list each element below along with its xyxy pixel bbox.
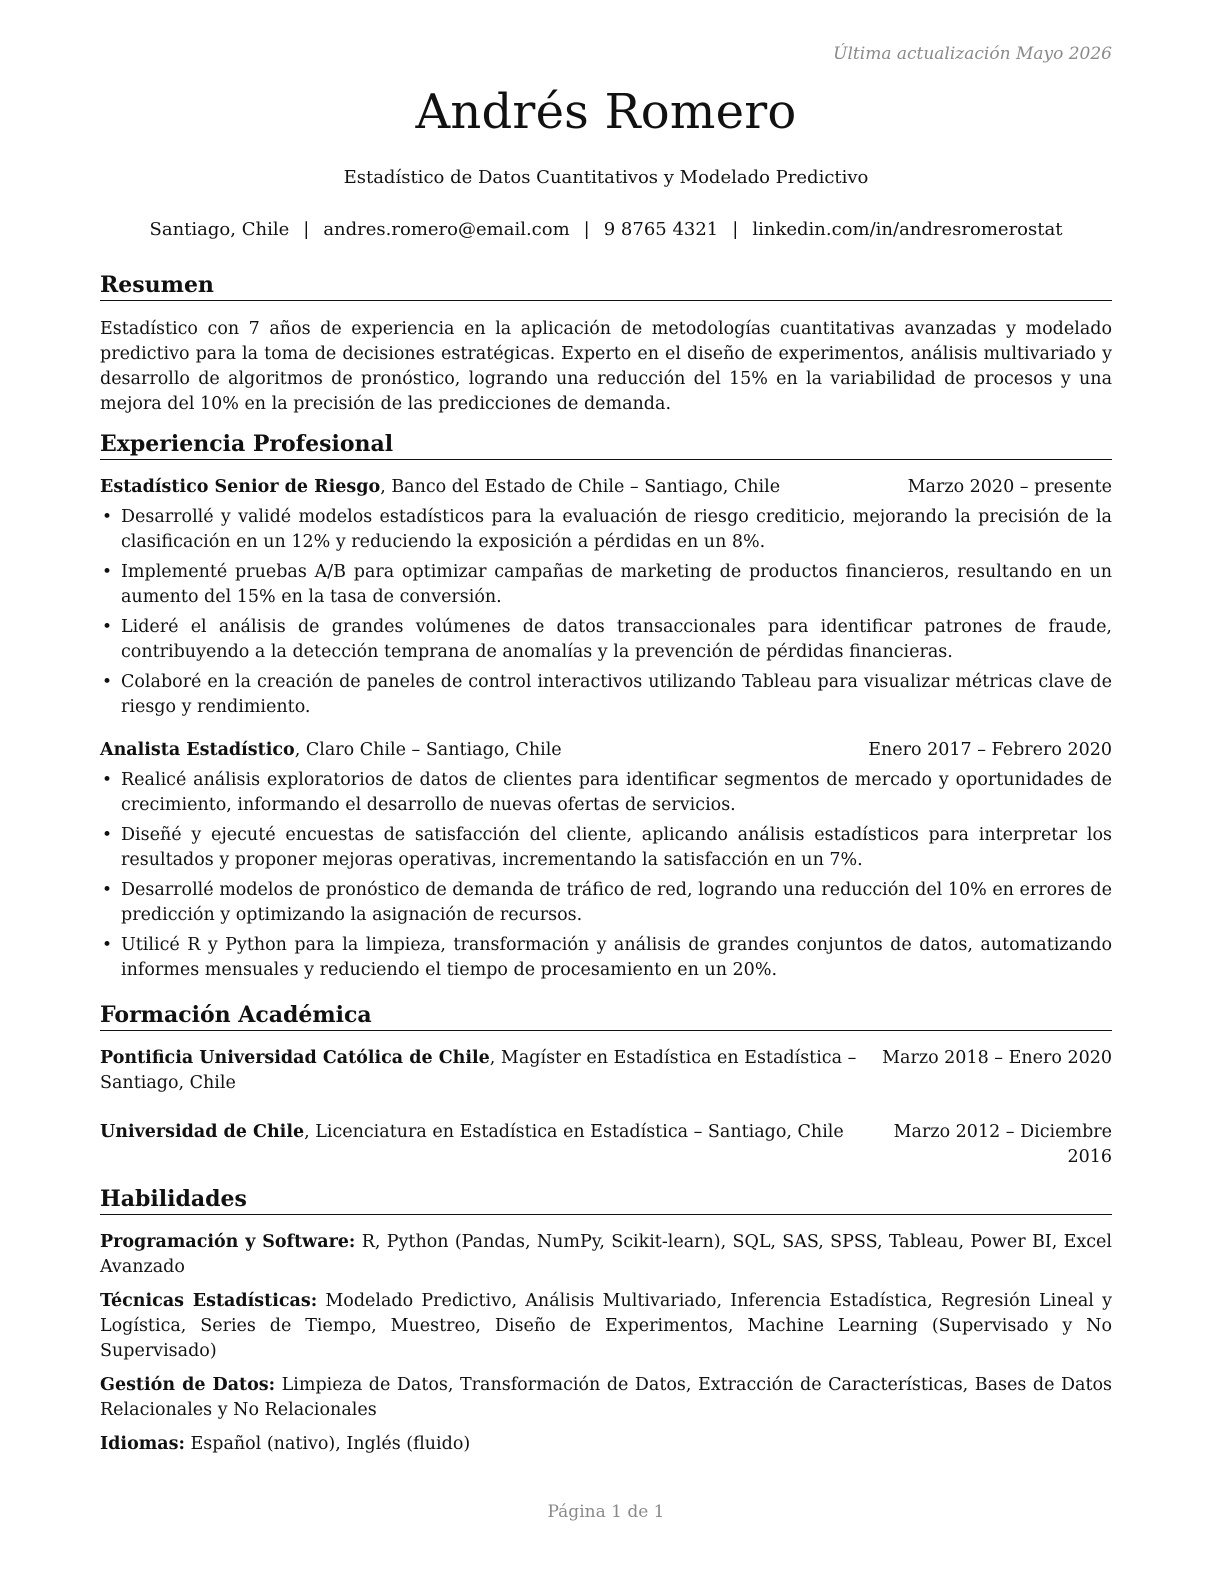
job-org: , Banco del Estado de Chile – Santiago, Chile bbox=[380, 477, 781, 497]
job-title-line bbox=[100, 738, 562, 763]
job-bullets bbox=[100, 505, 1112, 720]
education-entry bbox=[100, 1046, 1112, 1096]
contact-phone: 9 8765 4321 bbox=[603, 219, 719, 240]
job-bullet: • Colaboré en la creación de paneles de control interactivos utilizando Tableau para visualizar métricas clave de riesgo y rendimiento. bbox=[100, 670, 1112, 720]
skill-text: Modelado Predictivo, Análisis Multivariado, Inferencia Estadística, Regresión Lineal y Logística, Series de Tiempo, Muestreo, Diseño de Experimentos, Machine Learning (Supervisado y No Supervisado) bbox=[100, 1291, 1112, 1361]
job-dates: Marzo 2020 – presente bbox=[907, 477, 1112, 497]
education-dates: Marzo 2012 – Diciembre 2016 bbox=[893, 1122, 1112, 1167]
summary-section bbox=[100, 271, 1112, 417]
skill-item bbox=[100, 1289, 1112, 1364]
section-title-education: Formación Académica bbox=[100, 1001, 1112, 1031]
job-role: Analista Estadístico bbox=[100, 740, 295, 760]
job-bullet: • Utilicé R y Python para la limpieza, transformación y análisis de grandes conjuntos de datos, automatizando informes mensuales y reduciendo el tiempo de procesamiento en un 20%. bbox=[100, 933, 1112, 983]
job-header bbox=[100, 475, 1112, 500]
job-bullet: • Lideré el análisis de grandes volúmenes de datos transaccionales para identificar patrones de fraude, contribuyendo a la detección temprana de anomalías y la prevención de pérdidas financieras. bbox=[100, 615, 1112, 665]
skill-text: R, Python (Pandas, NumPy, Scikit-learn), SQL, SAS, SPSS, Tableau, Power BI, Excel Avanzado bbox=[100, 1232, 1112, 1277]
skill-label: Técnicas Estadísticas: bbox=[100, 1291, 318, 1311]
section-title-experience: Experiencia Profesional bbox=[100, 430, 1112, 460]
contact-linkedin[interactable]: linkedin.com/in/andresromerostat bbox=[752, 219, 1063, 240]
job-org: , Claro Chile – Santiago, Chile bbox=[294, 740, 562, 760]
job-bullet: • Desarrollé modelos de pronóstico de demanda de tráfico de red, logrando una reducción del 10% en errores de predicción y optimizando la asignación de recursos. bbox=[100, 878, 1112, 928]
section-title-summary: Resumen bbox=[100, 271, 1112, 301]
job-title-line bbox=[100, 475, 780, 500]
education-dates: Marzo 2018 – Enero 2020 bbox=[882, 1048, 1112, 1068]
job-header bbox=[100, 738, 1112, 763]
job-bullet: • Realicé análisis exploratorios de datos de clientes para identificar segmentos de mercado y oportunidades de crecimiento, informando el desarrollo de nuevas ofertas de servicios. bbox=[100, 768, 1112, 818]
skill-label: Gestión de Datos: bbox=[100, 1375, 276, 1395]
skill-item bbox=[100, 1373, 1112, 1423]
summary-text: Estadístico con 7 años de experiencia en la aplicación de metodologías cuantitativas avanzadas y modelado predictivo para la toma de decisiones estratégicas. Experto en el diseño de experimentos, análisis multivariado y desarrollo de algoritmos de pronóstico, logrando una reducción del 15% en la variabilidad de procesos y una mejora del 10% en la precisión de las predicciones de demanda. bbox=[100, 319, 1112, 414]
section-title-skills: Habilidades bbox=[100, 1185, 1112, 1215]
education-degree: , Magíster en Estadística en Estadística – Santiago, Chile bbox=[100, 1048, 857, 1093]
education-section bbox=[100, 1001, 1112, 1170]
resume-page bbox=[100, 0, 1112, 1584]
candidate-subtitle: Estadístico de Datos Cuantitativos y Modelado Predictivo bbox=[343, 167, 869, 188]
job-bullet: • Desarrollé y validé modelos estadísticos para la evaluación de riesgo crediticio, mejorando la precisión de la clasificación en un 12% y reduciendo la exposición a pérdidas en un 8%. bbox=[100, 505, 1112, 555]
candidate-name: Andrés Romero bbox=[415, 84, 797, 140]
education-details bbox=[100, 1120, 880, 1170]
contact-separator: | bbox=[303, 219, 310, 240]
contact-line bbox=[100, 219, 1112, 240]
contact-separator: | bbox=[732, 219, 739, 240]
education-school: Universidad de Chile bbox=[100, 1122, 305, 1142]
job-bullets bbox=[100, 768, 1112, 983]
experience-section bbox=[100, 430, 1112, 988]
skill-item bbox=[100, 1230, 1112, 1280]
page-number: Página 1 de 1 bbox=[547, 1502, 665, 1522]
skill-text: Español (nativo), Inglés (fluido) bbox=[184, 1434, 471, 1454]
last-updated: Última actualización Mayo 2026 bbox=[833, 44, 1112, 64]
job-bullet: • Implementé pruebas A/B para optimizar campañas de marketing de productos financieros, resultando en un aumento del 15% en la tasa de conversión. bbox=[100, 560, 1112, 610]
contact-separator: | bbox=[583, 219, 590, 240]
contact-email[interactable]: andres.romero@email.com bbox=[323, 219, 570, 240]
skill-text: Limpieza de Datos, Transformación de Datos, Extracción de Características, Bases de Datos Relacionales y No Relacionales bbox=[100, 1375, 1112, 1420]
contact-location: Santiago, Chile bbox=[149, 219, 290, 240]
job-bullet: • Diseñé y ejecuté encuestas de satisfacción del cliente, aplicando análisis estadísticos para interpretar los resultados y proponer mejoras operativas, incrementando la satisfacción en un 7%. bbox=[100, 823, 1112, 873]
skills-section bbox=[100, 1185, 1112, 1466]
job-entry bbox=[100, 738, 1112, 983]
skill-item bbox=[100, 1432, 1112, 1457]
job-role: Estadístico Senior de Riesgo bbox=[100, 477, 381, 497]
skill-label: Programación y Software: bbox=[100, 1232, 356, 1252]
skills-list bbox=[100, 1230, 1112, 1457]
job-entry bbox=[100, 475, 1112, 720]
education-entry bbox=[100, 1120, 1112, 1170]
education-degree: , Licenciatura en Estadística en Estadística – Santiago, Chile bbox=[304, 1122, 844, 1142]
education-details bbox=[100, 1046, 880, 1096]
education-school: Pontificia Universidad Católica de Chile bbox=[100, 1048, 490, 1068]
skill-label: Idiomas: bbox=[100, 1434, 185, 1454]
job-dates: Enero 2017 – Febrero 2020 bbox=[868, 740, 1112, 760]
